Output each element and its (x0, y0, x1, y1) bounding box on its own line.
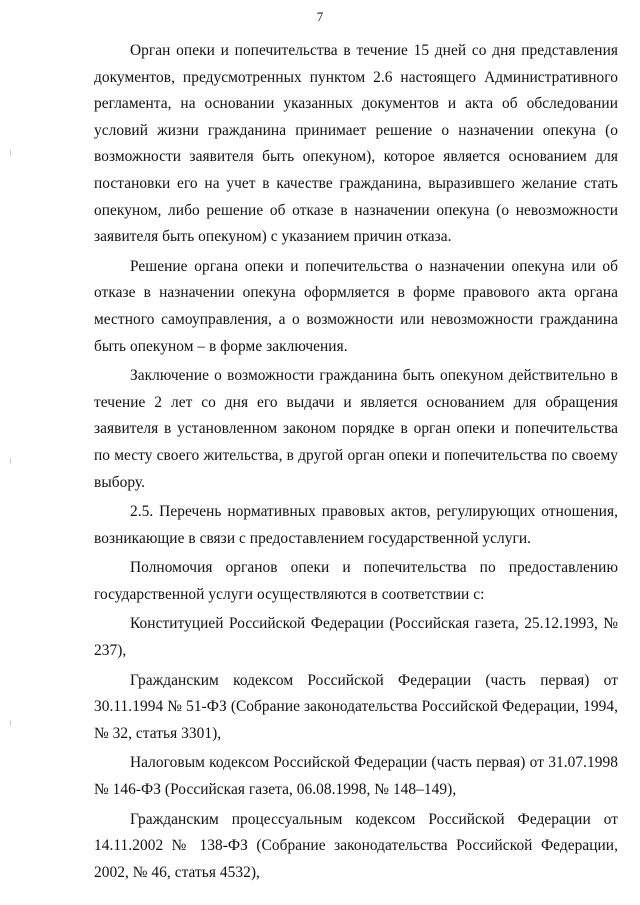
law-item-constitution: Конституцией Российской Федерации (Российская газета, 25.12.1993, № 237), (94, 615, 618, 660)
paragraph-authority-basis: Полномочия органов опеки и попечительства по предоставлению государственной услуги осуществляются в соответствии с: (94, 559, 618, 603)
document-body (94, 38, 618, 886)
paragraph-conclusion-validity: Заключение о возможности гражданина быть опекуном действительно в течение 2 лет со дня его выдачи и является основанием для обращения заявителя в установленном законом порядке в орган опеки и попечительства по месту своего жительства, в другой орган опеки и попечительства по своему выбору. (94, 367, 618, 491)
paragraph-guardian-decision: Орган опеки и попечительства в течение 15 дней со дня представления документов, предусмотренных пунктом 2.6 настоящего Административного регламента, на основании указанных документов и акта об обследовании условий жизни гражданина принимает решение о назначении опекуна (о возможности заявителя быть опекуном), которое является основанием для постановки его на учет в качестве гражданина, выразившего желание стать опекуном, либо решение об отказе в назначении опекуна (о невозможности заявителя быть опекуном) с указанием причин отказа. (94, 42, 618, 246)
scan-margin-mark (10, 720, 11, 726)
scan-margin-mark (10, 458, 11, 464)
section-2-5-heading: 2.5. Перечень нормативных правовых актов, регулирующих отношения, возникающие в связи с предоставлением государственной услуги. (94, 503, 618, 547)
paragraph-decision-form: Решение органа опеки и попечительства о назначении опекуна или об отказе в назначении опекуна оформляется в форме правового акта органа местного самоуправления, а о возможности или невозможности гражданина быть опекуном – в форме заключения. (94, 257, 618, 355)
page-number: 7 (316, 9, 324, 24)
scan-margin-mark (10, 150, 11, 156)
law-item-civil-procedure-code: Гражданским процессуальным кодексом Российской Федерации от 14.11.2002 № 138-ФЗ (Собрание законодательства Российской Федерации, 2002, № 46, статья 4532), (94, 810, 618, 881)
law-item-tax-code: Налоговым кодексом Российской Федерации (часть первая) от 31.07.1998 № 146-ФЗ (Российская газета, 06.08.1998, № 148–149), (94, 754, 618, 799)
law-item-civil-code: Гражданским кодексом Российской Федерации (часть первая) от 30.11.1994 № 51-ФЗ (Собрание законодательства Российской Федерации, 1994, № 32, статья 3301), (94, 671, 618, 742)
